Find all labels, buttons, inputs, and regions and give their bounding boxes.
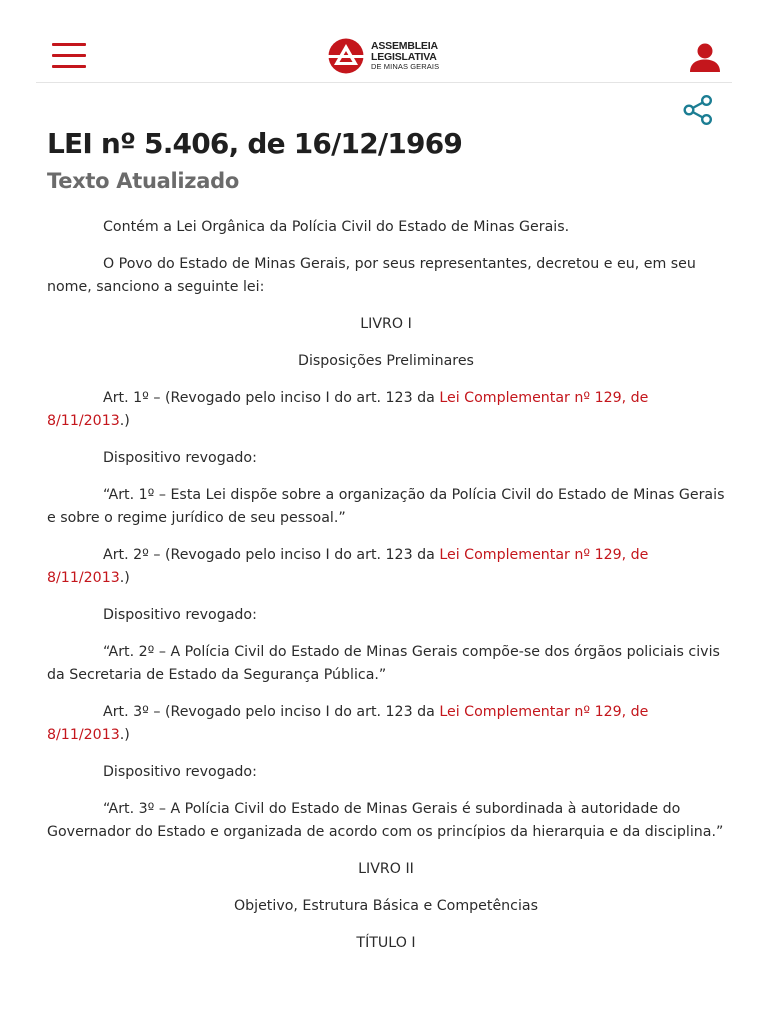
user-icon[interactable]: [688, 42, 722, 72]
logo-wordmark: [371, 41, 439, 71]
logo-line-legislativa: LEGISLATIVA: [371, 50, 437, 63]
preamble-paragraph: O Povo do Estado de Minas Gerais, por seus representantes, decretou e eu, em seu nome, sanciono a seguinte lei:: [47, 256, 696, 295]
almg-logo-emblem: [325, 38, 369, 74]
livro-1-heading: LIVRO I: [360, 316, 412, 332]
almg-logo[interactable]: [325, 38, 445, 76]
art-1-paragraph: [47, 387, 725, 433]
art-3-text: Art. 3º – (Revogado pelo inciso I do art. 123 da: [103, 704, 440, 720]
art-1-revoked-text: “Art. 1º – Esta Lei dispõe sobre a organização da Polícia Civil do Estado de Minas Gerais e sobre o regime jurídico de seu pessoal.”: [47, 487, 725, 526]
art-2-paragraph: [47, 544, 725, 590]
art-3-law-link[interactable]: Lei Complementar nº 129, de 8/11/2013: [47, 704, 649, 743]
art-3-revoked-label: Dispositivo revogado:: [103, 764, 257, 780]
logo-line-minas-gerais: DE MINAS GERAIS: [371, 62, 440, 71]
livro-1-title: Disposições Preliminares: [298, 353, 474, 369]
logo-line-assembleia: ASSEMBLEIA: [371, 40, 438, 52]
art-1-suffix: .): [119, 413, 130, 429]
art-1-revoked-label: Dispositivo revogado:: [103, 450, 257, 466]
art-1-law-link[interactable]: Lei Complementar nº 129, de 8/11/2013: [47, 390, 649, 429]
page-subtitle: Texto Atualizado: [47, 169, 239, 193]
site-header: [36, 0, 732, 83]
ementa-paragraph: Contém a Lei Orgânica da Polícia Civil do Estado de Minas Gerais.: [103, 219, 570, 235]
page-title: LEI nº 5.406, de 16/12/1969: [47, 127, 463, 160]
art-1-text: Art. 1º – (Revogado pelo inciso I do art. 123 da: [103, 390, 440, 406]
livro-2-title: Objetivo, Estrutura Básica e Competências: [233, 898, 539, 914]
livro-2-heading: LIVRO II: [358, 861, 414, 877]
art-2-law-link[interactable]: Lei Complementar nº 129, de 8/11/2013: [47, 547, 649, 586]
art-2-revoked-label: Dispositivo revogado:: [103, 607, 257, 623]
art-2-revoked-text: “Art. 2º – A Polícia Civil do Estado de Minas Gerais compõe-se dos órgãos policiais civis da Secretaria de Estado da Segurança Pública.”: [47, 644, 720, 683]
art-2-suffix: .): [119, 570, 130, 586]
law-text: [47, 216, 725, 969]
art-3-revoked-text: “Art. 3º – A Polícia Civil do Estado de Minas Gerais é subordinada à autoridade do Governador do Estado e organizada de acordo com os princípios da hierarquia e da disciplina.”: [47, 801, 724, 840]
art-3-suffix: .): [119, 727, 130, 743]
art-3-paragraph: [47, 701, 725, 747]
art-2-text: Art. 2º – (Revogado pelo inciso I do art. 123 da: [103, 547, 440, 563]
share-icon[interactable]: [682, 94, 714, 126]
titulo-1-heading: TÍTULO I: [356, 935, 416, 951]
hamburger-menu-icon[interactable]: [52, 40, 88, 70]
